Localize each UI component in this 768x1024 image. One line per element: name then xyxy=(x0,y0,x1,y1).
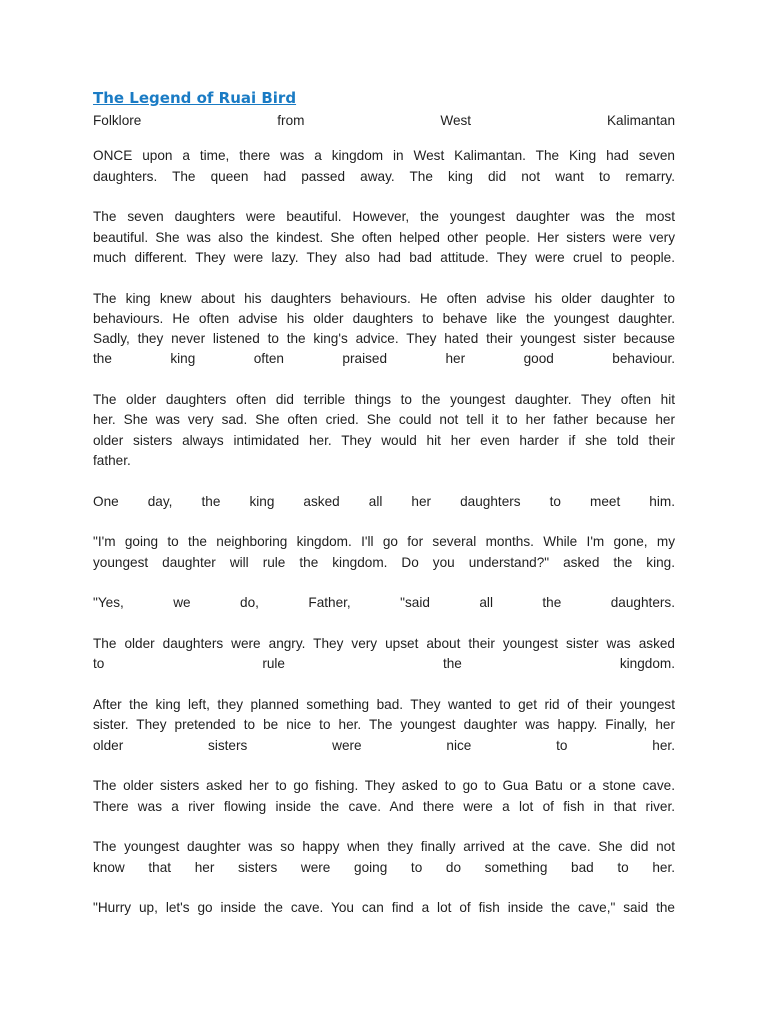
paragraph-line: The seven daughters were beautiful. However, the youngest daughter was the most xyxy=(93,209,675,225)
paragraph-line: "I'm going to the neighboring kingdom. I'll go for several months. While I'm gone, my xyxy=(93,534,675,550)
paragraph-line: daughters. The queen had passed away. The king did not want to remarry. xyxy=(93,168,675,184)
paragraph-line: older sisters always intimidated her. They would hit her even harder if she told their xyxy=(93,432,675,448)
paragraph-line: much different. They were lazy. They also had bad attitude. They were cruel to people. xyxy=(93,249,675,265)
paragraph xyxy=(93,776,675,817)
paragraph xyxy=(93,634,675,675)
document-page xyxy=(93,88,675,939)
paragraph-line: "Hurry up, let's go inside the cave. You can find a lot of fish inside the cave," said the xyxy=(93,900,675,916)
paragraph-line: Sadly, they never listened to the king's advice. They hated their youngest sister because xyxy=(93,331,675,347)
paragraph-line: father. xyxy=(93,453,131,469)
paragraph-line: One day, the king asked all her daughters to meet him. xyxy=(93,493,675,509)
paragraph xyxy=(93,837,675,878)
paragraph-line: "Yes, we do, Father, "said all the daughters. xyxy=(93,595,675,611)
paragraph-line: After the king left, they planned something bad. They wanted to get rid of their youngest xyxy=(93,697,675,713)
paragraph-line: There was a river flowing inside the cave. And there were a lot of fish in that river. xyxy=(93,798,675,814)
paragraph-line: The king knew about his daughters behaviours. He often advise his older daughter to xyxy=(93,290,675,306)
paragraph-line: The older sisters asked her to go fishing. They asked to go to Gua Batu or a stone cave. xyxy=(93,778,675,794)
paragraph-line: ONCE upon a time, there was a kingdom in West Kalimantan. The King had seven xyxy=(93,148,675,164)
paragraph-line: youngest daughter will rule the kingdom. Do you understand?" asked the king. xyxy=(93,554,675,570)
paragraph xyxy=(93,695,675,756)
paragraph xyxy=(93,492,675,512)
paragraph-line: to rule the kingdom. xyxy=(93,656,675,672)
paragraph xyxy=(93,593,675,613)
paragraph-line: her. She was very sad. She often cried. She could not tell it to her father because her xyxy=(93,412,675,428)
paragraph xyxy=(93,898,675,918)
paragraph-line: older sisters were nice to her. xyxy=(93,737,675,753)
paragraph-line: the king often praised her good behaviour. xyxy=(93,351,675,367)
paragraph xyxy=(93,207,675,268)
paragraph xyxy=(93,289,675,370)
paragraph-line: The older daughters were angry. They very upset about their youngest sister was asked xyxy=(93,636,675,652)
paragraph-line: beautiful. She was also the kindest. She often helped other people. Her sisters were very xyxy=(93,229,675,245)
document-title-link[interactable]: The Legend of Ruai Bird xyxy=(93,89,297,107)
paragraph-line: The youngest daughter was so happy when they finally arrived at the cave. She did not xyxy=(93,839,675,855)
paragraph xyxy=(93,532,675,573)
paragraph-line: behaviours. He often advise his older daughters to behave like the youngest daughter. xyxy=(93,310,675,326)
paragraph-line: know that her sisters were going to do something bad to her. xyxy=(93,859,675,875)
paragraph xyxy=(93,390,675,471)
document-body xyxy=(93,146,675,918)
paragraph xyxy=(93,146,675,187)
paragraph-line: sister. They pretended to be nice to her. The youngest daughter was happy. Finally, her xyxy=(93,717,675,733)
document-meta-line: Folklore from West Kalimantan xyxy=(93,113,675,128)
paragraph-line: The older daughters often did terrible things to the youngest daughter. They often hit xyxy=(93,392,675,408)
